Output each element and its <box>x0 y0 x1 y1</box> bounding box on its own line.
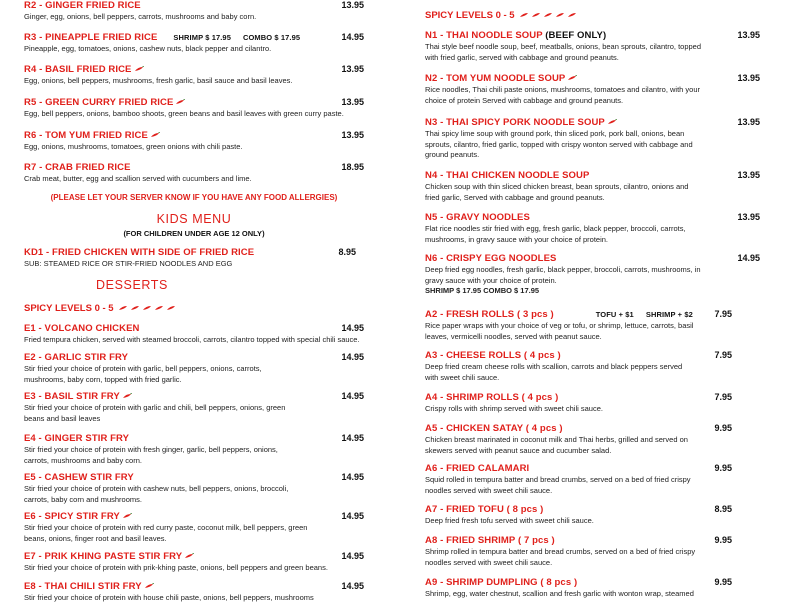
item-price: 13.95 <box>737 73 760 83</box>
item-name: E4 - GINGER STIR FRY <box>24 433 130 444</box>
item-name: N4 - THAI CHICKEN NOODLE SOUP <box>425 170 590 181</box>
item-price: 13.95 <box>737 30 760 40</box>
menu-item <box>24 0 364 23</box>
item-description: Flat rice noodles stir fried with egg, fresh garlic, black pepper, broccoli, carrots, mushrooms, in gravy sauce with your choice of protein. <box>425 224 686 244</box>
chili-pepper-icon <box>134 66 144 72</box>
item-description: Chicken breast marinated in coconut milk and Thai herbs, grilled and served on skewers served with peanut sauce and cucumber salad. <box>425 435 688 455</box>
item-price: 9.95 <box>714 463 732 473</box>
item-name: A3 - CHEESE ROLLS ( 4 pcs ) <box>425 350 561 361</box>
menu-item <box>425 350 760 383</box>
item-name-text: N3 - THAI SPICY PORK NOODLE SOUP <box>425 117 605 128</box>
menu-item <box>24 352 364 385</box>
item-name: A9 - SHRIMP DUMPLING ( 8 pcs ) <box>425 577 578 588</box>
menu-item <box>24 472 364 505</box>
item-description: Pineapple, egg, tomatoes, onions, cashew nuts, black pepper and cilantro. <box>24 44 272 53</box>
menu-item <box>24 581 364 604</box>
item-description: Chicken soup with thin sliced chicken breast, bean sprouts, cilantro, onions and fried garlic, Served with cabbage and ground peanuts. <box>425 182 689 202</box>
item-name <box>425 309 760 320</box>
item-description: Shrimp, egg, water chestnut, scallion and fresh garlic with wonton wrap, steamed <box>425 589 694 598</box>
item-name-text: R5 - GREEN CURRY FRIED RICE <box>24 97 174 108</box>
item-description: Deep fried fresh tofu served with sweet chili sauce. <box>425 516 594 525</box>
item-name: E2 - GARLIC STIR FRY <box>24 352 129 363</box>
menu-item <box>425 30 760 63</box>
item-name <box>425 30 760 41</box>
item-price: 14.95 <box>341 433 364 443</box>
item-description: SUB: STEAMED RICE OR STIR-FRIED NOODLES AND EGG <box>24 259 233 268</box>
item-price: 13.95 <box>341 130 364 140</box>
item-price: 7.95 <box>714 309 732 319</box>
chili-pepper-icon <box>175 99 185 105</box>
menu-item <box>24 162 364 185</box>
menu-item <box>425 117 760 161</box>
item-price: 13.95 <box>737 170 760 180</box>
item-description: Egg, bell peppers, onions, bamboo shoots, green beans and basil leaves with green curry paste. <box>24 109 344 118</box>
item-price: 13.95 <box>737 117 760 127</box>
menu-item <box>24 130 364 153</box>
item-name: R2 - GINGER FRIED RICE <box>24 0 141 11</box>
item-name-text: N2 - TOM YUM NOODLE SOUP <box>425 73 566 84</box>
chili-pepper-icon <box>142 305 152 311</box>
item-price: 14.95 <box>341 32 364 42</box>
item-price: 13.95 <box>341 64 364 74</box>
item-name <box>425 117 760 128</box>
item-price: 14.95 <box>341 511 364 521</box>
item-name: KD1 - FRIED CHICKEN WITH SIDE OF FRIED RICE <box>24 247 255 258</box>
item-price: 18.95 <box>341 162 364 172</box>
tofu-upgrade-price: TOFU + $1 <box>595 310 634 319</box>
item-price: 9.95 <box>714 535 732 545</box>
chili-pepper-icon <box>519 12 529 18</box>
menu-item <box>425 423 760 456</box>
item-name-text: R3 - PINEAPPLE FRIED RICE <box>24 32 158 43</box>
item-name-text: R6 - TOM YUM FRIED RICE <box>24 130 148 141</box>
menu-item <box>425 463 760 496</box>
item-name-suffix: (BEEF ONLY) <box>545 30 607 41</box>
chili-pepper-icon <box>130 305 140 311</box>
item-name: R7 - CRAB FRIED RICE <box>24 162 131 173</box>
item-name <box>24 130 364 141</box>
spicy-levels-text: SPICY LEVELS 0 - 5 <box>425 10 515 21</box>
item-name-text: E6 - SPICY STIR FRY <box>24 511 120 522</box>
item-name: A6 - FRIED CALAMARI <box>425 463 530 474</box>
item-price: 9.95 <box>714 577 732 587</box>
menu-item <box>24 64 364 87</box>
item-description: Deep fried cream cheese rolls with scallion, carrots and black peppers served with sweet chili sauce. <box>425 362 683 382</box>
chili-pepper-icon <box>122 513 132 519</box>
item-name-text: E8 - THAI CHILI STIR FRY <box>24 581 142 592</box>
menu-item <box>425 253 760 297</box>
item-price: 14.95 <box>341 391 364 401</box>
item-name: A5 - CHICKEN SATAY ( 4 pcs ) <box>425 423 563 434</box>
item-name: E5 - CASHEW STIR FRY <box>24 472 134 483</box>
item-description: Rice paper wraps with your choice of veg or tofu, or shrimp, lettuce, carrots, basil leaves, vermicelli noodles, served with peanut sauce. <box>425 321 694 341</box>
item-price: 13.95 <box>737 212 760 222</box>
menu-item <box>24 247 364 270</box>
item-name-text: E7 - PRIK KHING PASTE STIR FRY <box>24 551 183 562</box>
item-name <box>24 32 364 43</box>
desserts-heading: DESSERTS <box>96 278 168 292</box>
chili-pepper-icon <box>555 12 565 18</box>
chili-pepper-icon <box>543 12 553 18</box>
item-description: Stir fried your choice of protein with cashew nuts, bell peppers, onions, broccoli, carrots, baby corn and mushrooms. <box>24 484 289 504</box>
item-description: Deep fried egg noodles, fresh garlic, black pepper, broccoli, carrots, mushrooms, in gravy sauce with your choice of protein. <box>425 265 701 285</box>
chili-pepper-icon <box>567 12 577 18</box>
menu-item <box>425 73 760 106</box>
item-description: Egg, onions, mushrooms, tomatoes, green onions with chili paste. <box>24 142 243 151</box>
chili-pepper-icon <box>118 305 128 311</box>
item-name-text: A2 - FRESH ROLLS ( 3 pcs ) <box>425 309 554 320</box>
item-description: Stir fried your choice of protein with garlic and chili, bell peppers, onions, green beans and basil leaves <box>24 403 286 423</box>
item-price: 8.95 <box>714 504 732 514</box>
item-price: 14.95 <box>341 472 364 482</box>
item-price: 13.95 <box>341 0 364 10</box>
item-name <box>24 391 364 402</box>
chili-pepper-icon <box>144 583 154 589</box>
item-name <box>24 511 364 522</box>
item-description: Stir fried your choice of protein with prik-khing paste, onions, bell peppers and green beans. <box>24 563 328 572</box>
spicy-levels-label <box>425 10 577 21</box>
item-description: Stir fried your choice of protein with fresh ginger, garlic, bell peppers, onions, carrots, mushrooms and baby corn. <box>24 445 278 465</box>
menu-item <box>425 577 760 600</box>
item-description: Crab meat, butter, egg and scallion served with cucumbers and lime. <box>24 174 252 183</box>
item-combo-price: COMBO $ 17.95 <box>242 33 301 42</box>
item-description: Ginger, egg, onions, bell peppers, carrots, mushrooms and baby corn. <box>24 12 257 21</box>
chili-pepper-icon <box>150 132 160 138</box>
item-description: Shrimp rolled in tempura batter and bread crumbs, served on a bed of fried crispy noodles served with sweet chili sauce. <box>425 547 696 567</box>
menu-item <box>425 535 760 568</box>
item-price: 14.95 <box>737 253 760 263</box>
item-description: Thai spicy lime soup with ground pork, thin sliced pork, pork ball, onions, bean sprouts, cilantro, fried garlic, topped with crispy wonton served with cabbage and ground peanuts. <box>425 129 693 159</box>
item-name: E1 - VOLCANO CHICKEN <box>24 323 140 334</box>
item-name: A4 - SHRIMP ROLLS ( 4 pcs ) <box>425 392 559 403</box>
menu-item <box>425 212 760 245</box>
item-description: Egg, onions, bell peppers, mushrooms, fresh garlic, basil sauce and basil leaves. <box>24 76 293 85</box>
item-name <box>24 64 364 75</box>
item-name-text: N1 - THAI NOODLE SOUP <box>425 30 543 41</box>
spicy-levels-label <box>24 303 176 314</box>
item-name-text: R4 - BASIL FRIED RICE <box>24 64 132 75</box>
menu-item <box>24 433 364 466</box>
item-name: N6 - CRISPY EGG NOODLES <box>425 253 557 264</box>
chili-pepper-icon <box>567 75 577 81</box>
chili-pepper-icon <box>607 119 617 125</box>
item-name: A8 - FRIED SHRIMP ( 7 pcs ) <box>425 535 555 546</box>
menu-item <box>24 32 364 55</box>
allergy-note: (PLEASE LET YOUR SERVER KNOW IF YOU HAVE ANY FOOD ALLERGIES) <box>50 193 338 202</box>
item-name-text: E3 - BASIL STIR FRY <box>24 391 120 402</box>
item-name <box>24 581 364 592</box>
item-name: A7 - FRIED TOFU ( 8 pcs ) <box>425 504 544 515</box>
kids-menu-note: (FOR CHILDREN UNDER AGE 12 ONLY) <box>123 229 265 238</box>
item-price: 14.95 <box>341 551 364 561</box>
kids-menu-heading: KIDS MENU <box>156 212 232 226</box>
menu-item <box>425 504 760 527</box>
item-name: N5 - GRAVY NOODLES <box>425 212 530 223</box>
item-price: 7.95 <box>714 392 732 402</box>
menu-item <box>24 551 364 574</box>
item-description: Rice noodles, Thai chili paste onions, mushrooms, tomatoes and cilantro, with your choice of protein Served with cabbage and ground peanuts. <box>425 85 700 105</box>
item-description: Thai style beef noodle soup, beef, meatballs, onions, bean sprouts, cilantro, topped with fried garlic, served with cabbage and ground peanuts. <box>425 42 702 62</box>
chili-pepper-icon <box>122 393 132 399</box>
menu-item <box>425 309 760 342</box>
chili-pepper-icon <box>154 305 164 311</box>
chili-pepper-icon <box>184 553 194 559</box>
item-description: Stir fried your choice of protein with garlic, bell peppers, onions, carrots, mushrooms, baby corn, topped with fried garlic. <box>24 364 262 384</box>
item-upgrade-prices: SHRIMP $ 17.95 COMBO $ 17.95 <box>425 286 540 295</box>
item-price: 14.95 <box>341 352 364 362</box>
shrimp-upgrade-price: SHRIMP + $2 <box>645 310 693 319</box>
item-description: Squid rolled in tempura batter and bread crumbs, served on a bed of fried crispy noodles served with sweet chili sauce. <box>425 475 691 495</box>
item-price: 9.95 <box>714 423 732 433</box>
item-price: 13.95 <box>341 97 364 107</box>
item-name <box>425 73 760 84</box>
item-name <box>24 551 364 562</box>
item-price: 14.95 <box>341 581 364 591</box>
item-price: 7.95 <box>714 350 732 360</box>
item-price: 8.95 <box>338 247 356 257</box>
menu-item <box>425 392 760 415</box>
menu-item <box>24 511 364 544</box>
item-name <box>24 97 364 108</box>
spicy-levels-text: SPICY LEVELS 0 - 5 <box>24 303 114 314</box>
item-description: Fried tempura chicken, served with steamed broccoli, carrots, cilantro topped with special chili sauce. <box>24 335 360 344</box>
item-description: Crispy rolls with shrimp served with sweet chili sauce. <box>425 404 603 413</box>
menu-item <box>24 391 364 424</box>
menu-item <box>24 97 364 120</box>
chili-pepper-icon <box>166 305 176 311</box>
menu-item <box>425 170 760 203</box>
item-price: 14.95 <box>341 323 364 333</box>
item-shrimp-price: SHRIMP $ 17.95 <box>173 33 231 42</box>
item-description: Stir fried your choice of protein with red curry paste, coconut milk, bell peppers, green beans, onions, finger root and basil leaves. <box>24 523 308 543</box>
item-description: Stir fried your choice of protein with house chili paste, onions, bell peppers, mushrooms <box>24 593 314 602</box>
chili-pepper-icon <box>531 12 541 18</box>
menu-item <box>24 323 364 346</box>
